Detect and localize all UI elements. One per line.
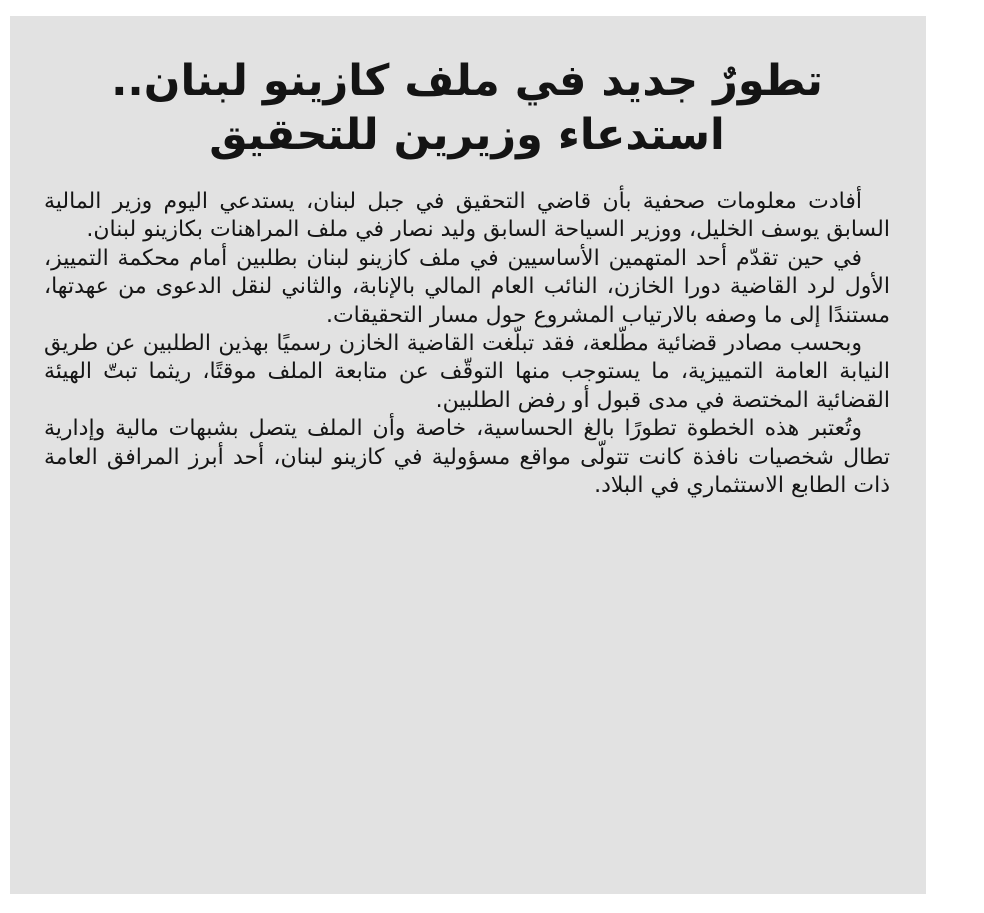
- article-body: [44, 188, 890, 500]
- headline: [44, 54, 890, 162]
- article-paragraph-1: أفادت معلومات صحفية بأن قاضي التحقيق في جبل لبنان، يستدعي اليوم وزير المالية السابق يوسف الخليل، ووزير السياحة السابق وليد نصار في ملف المراهنات بكازينو لبنان.: [44, 189, 890, 243]
- article-paragraph-2: في حين تقدّم أحد المتهمين الأساسيين في ملف كازينو لبنان بطلبين أمام محكمة التمييز، الأول لرد القاضية دورا الخازن، النائب العام المالي بالإنابة، والثاني لنقل الدعوى من عهدتها، مستندًا إلى ما وصفه بالارتياب المشروع حول مسار التحقيقات.: [44, 245, 890, 328]
- headline-line-2: استدعاء وزيرين للتحقيق: [209, 110, 725, 160]
- newspaper-clipping: [10, 16, 926, 894]
- headline-line-1: تطورٌ جديد في ملف كازينو لبنان..: [111, 56, 823, 106]
- article-paragraph-3: وبحسب مصادر قضائية مطّلعة، فقد تبلّغت القاضية الخازن رسميًا بهذين الطلبين عن طريق النيابة العامة التمييزية، ما يستوجب منها التوقّف عن متابعة الملف موقتًا، ريثما تبتّ الهيئة القضائية المختصة في مدى قبول أو رفض الطلبين.: [44, 331, 890, 413]
- article-paragraph-4: وتُعتبر هذه الخطوة تطورًا بالغ الحساسية، خاصة وأن الملف يتصل بشبهات مالية وإدارية تطال شخصيات نافذة كانت تتولّى مواقع مسؤولية في كازينو لبنان، أحد أبرز المرافق العامة ذات الطابع الاستثماري في البلاد.: [44, 416, 890, 499]
